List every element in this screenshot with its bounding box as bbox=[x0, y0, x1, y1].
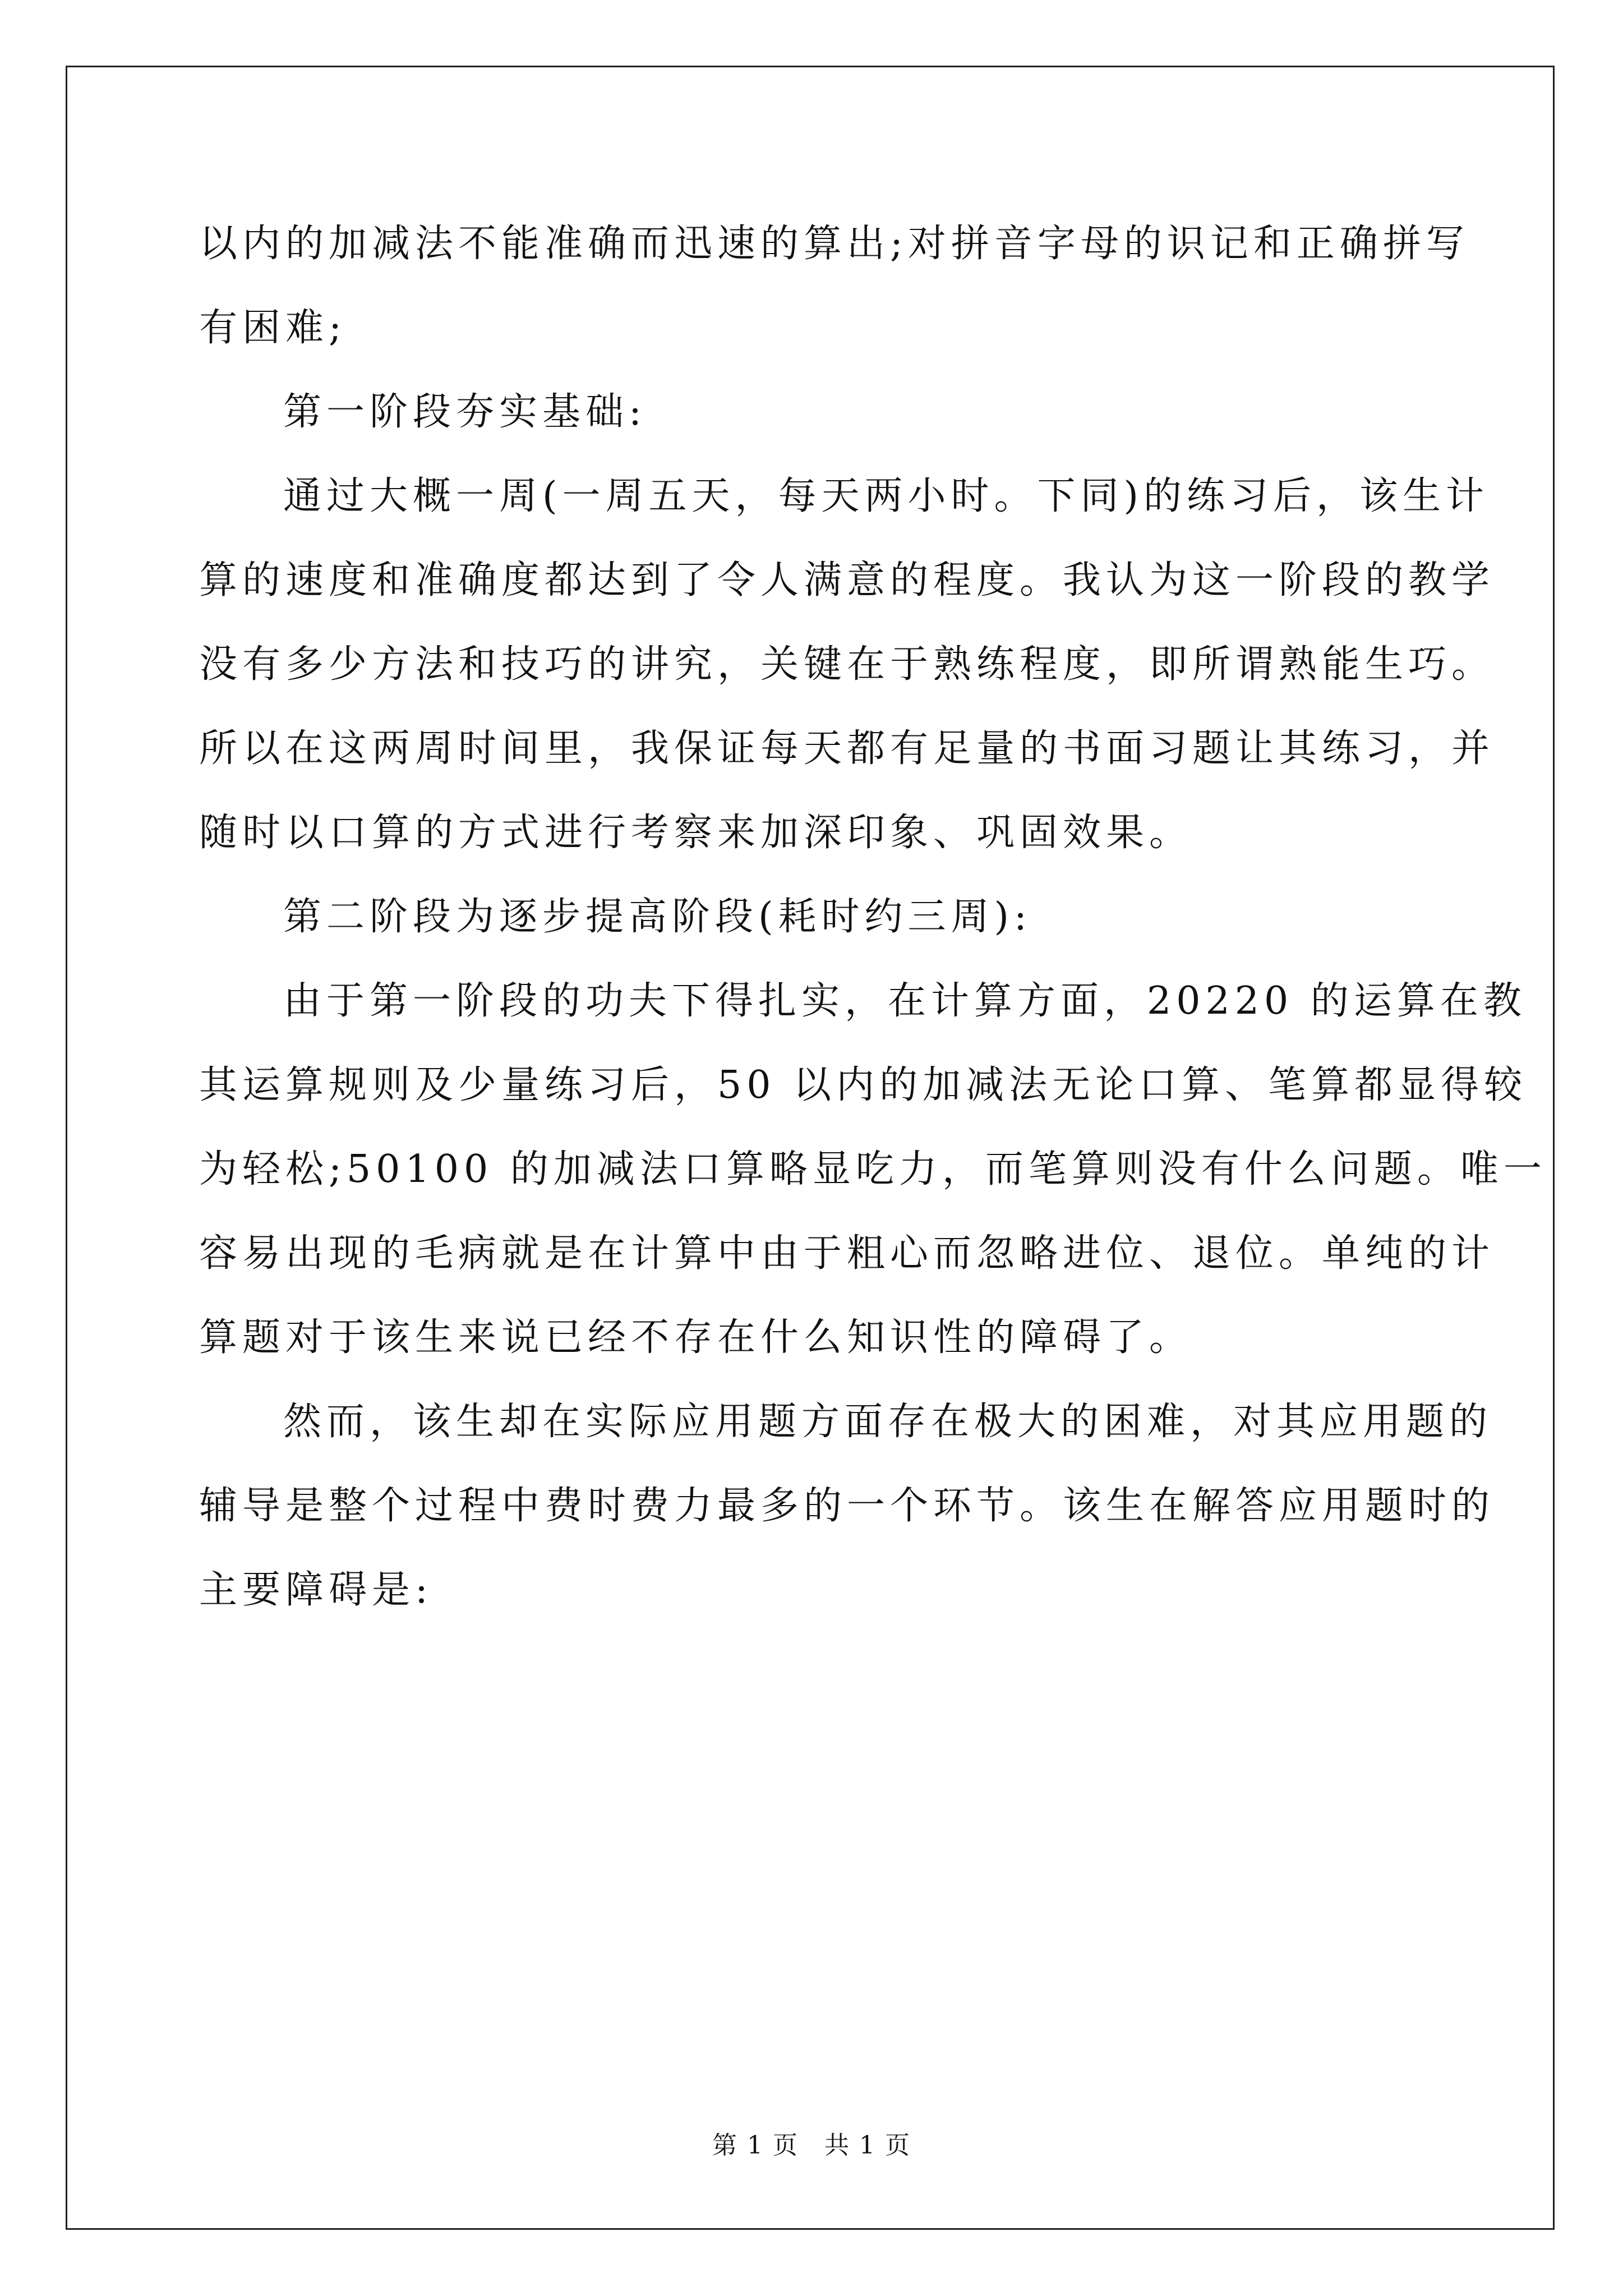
text-line: 算题对于该生来说已经不存在什么知识性的障碍了。 bbox=[199, 1315, 1193, 1360]
section-heading: 第一阶段夯实基础: bbox=[283, 390, 647, 434]
text-line: 以内的加减法不能准确而迅速的算出;对拼音字母的识记和正确拼写 bbox=[199, 222, 1469, 266]
page-footer: 第 1 页 共 1 页 bbox=[712, 2131, 911, 2160]
text-line: 为轻松;50100 的加减法口算略显吃力，而笔算则没有什么问题。唯一 bbox=[199, 1147, 1547, 1191]
text-line: 容易出现的毛病就是在计算中由于粗心而忽略进位、退位。单纯的计 bbox=[199, 1231, 1495, 1276]
text-line: 然而，该生却在实际应用题方面存在极大的困难，对其应用题的 bbox=[283, 1400, 1493, 1444]
text-line: 有困难; bbox=[199, 306, 347, 350]
text-line: 主要障碍是: bbox=[199, 1568, 433, 1612]
text-line: 其运算规则及少量练习后，50 以内的加减法无论口算、笔算都显得较 bbox=[199, 1063, 1528, 1107]
text-line: 算的速度和准确度都达到了令人满意的程度。我认为这一阶段的教学 bbox=[199, 558, 1495, 602]
document-body bbox=[199, 202, 1547, 1632]
text-line: 没有多少方法和技巧的讲究，关键在于熟练程度，即所谓熟能生巧。 bbox=[199, 642, 1495, 687]
text-line: 随时以口算的方式进行考察来加深印象、巩固效果。 bbox=[199, 811, 1193, 855]
text-line: 所以在这两周时间里，我保证每天都有足量的书面习题让其练习，并 bbox=[199, 726, 1495, 771]
text-line: 由于第一阶段的功夫下得扎实，在计算方面，20220 的运算在教 bbox=[283, 979, 1527, 1023]
text-line: 通过大概一周(一周五天，每天两小时。下同)的练习后，该生计 bbox=[283, 474, 1490, 518]
text-line: 辅导是整个过程中费时费力最多的一个环节。该生在解答应用题时的 bbox=[199, 1484, 1495, 1528]
section-heading: 第二阶段为逐步提高阶段(耗时约三周): bbox=[283, 895, 1032, 939]
